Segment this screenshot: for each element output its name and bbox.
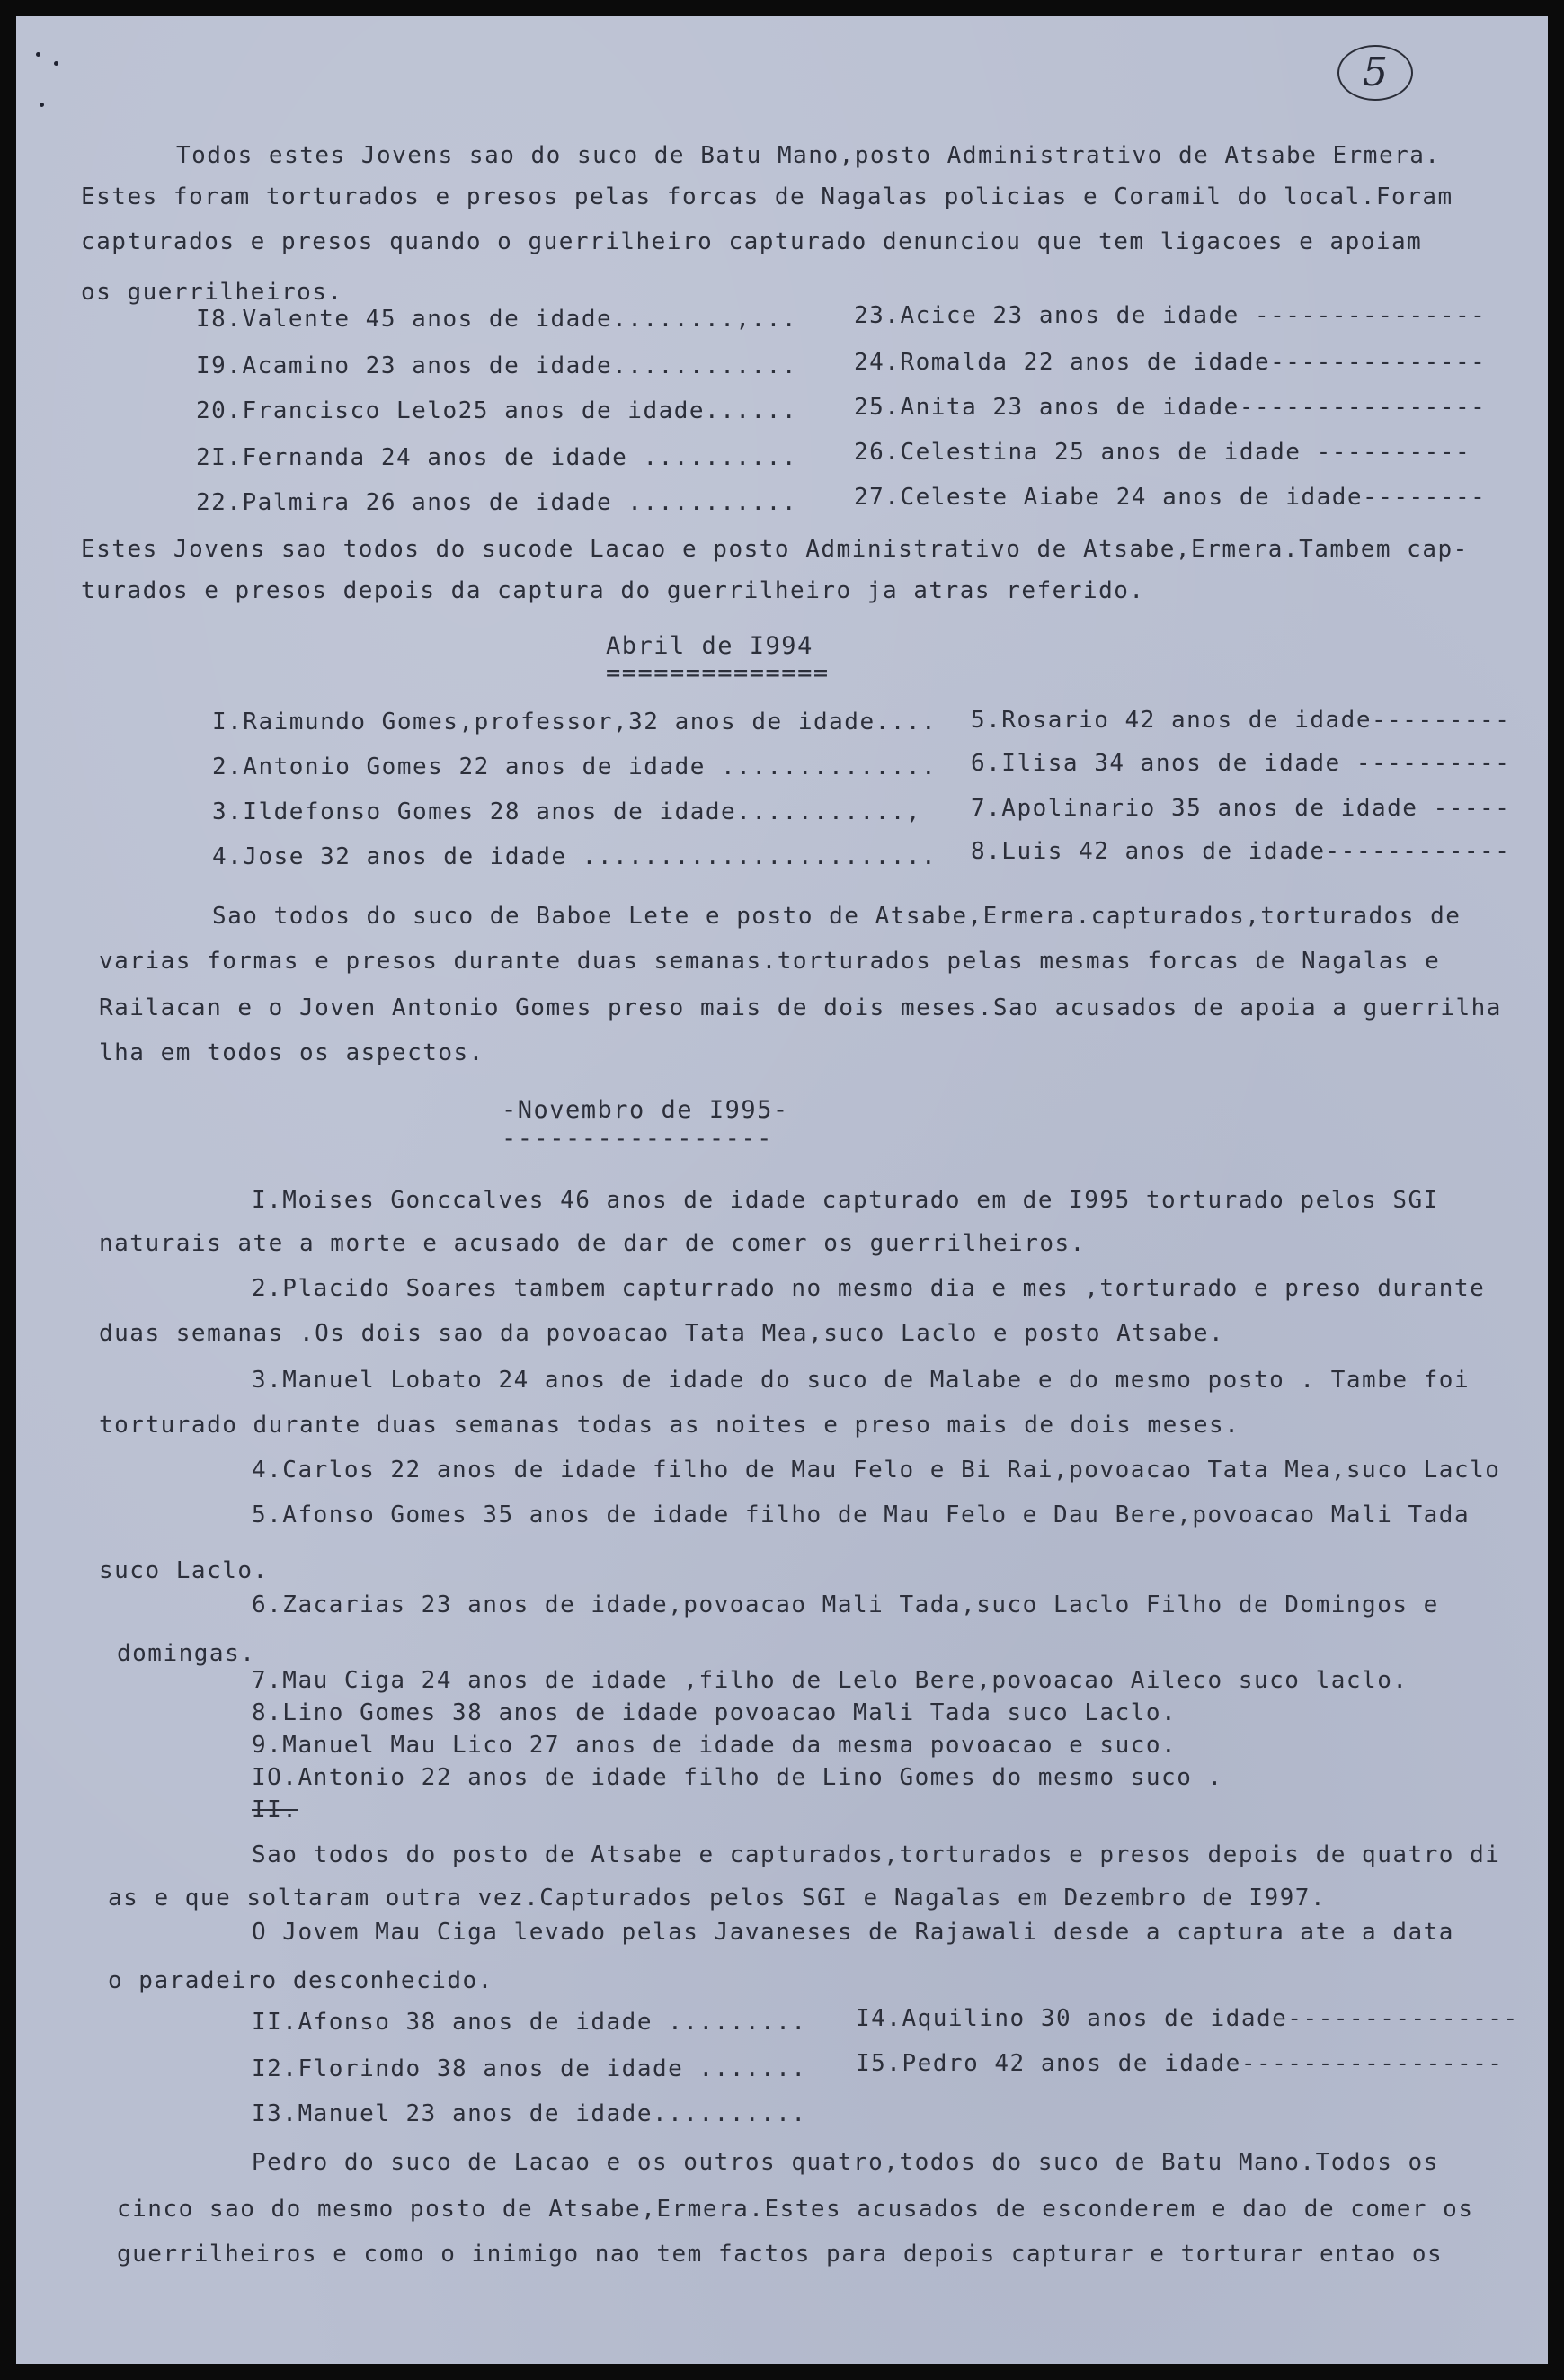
list-item-left: 3.Ildefonso Gomes 28 anos de idade..........., — [212, 798, 922, 825]
list-item-left: I8.Valente 45 anos de idade........,... — [196, 306, 797, 333]
intro-line: capturados e presos quando o guerrilheiro capturado denunciou que tem ligacoes e apoiam — [81, 228, 1423, 255]
list-item-left: I3.Manuel 23 anos de idade.......... — [252, 2100, 807, 2127]
paragraph-line: naturais ate a morte e acusado de dar de comer os guerrilheiros. — [99, 1230, 1086, 1257]
paragraph-line: I.Moises Gonccalves 46 anos de idade capturado em de I995 torturado pelos SGI — [252, 1187, 1439, 1214]
list-item-right: 8.Luis 42 anos de idade------------ — [971, 838, 1511, 865]
section-heading: Abril de I994 — [606, 632, 813, 660]
paragraph-line: 6.Zacarias 23 anos de idade,povoacao Mali Tada,suco Laclo Filho de Domingos e — [252, 1591, 1439, 1618]
page-number: 5 — [1337, 45, 1413, 101]
paragraph-line: Railacan e o Joven Antonio Gomes preso mais de dois meses.Sao acusados de apoia a guerrilha — [99, 994, 1502, 1021]
list-item-left: I9.Acamino 23 anos de idade............ — [196, 352, 797, 379]
list-item-right: 25.Anita 23 anos de idade---------------- — [854, 394, 1487, 421]
list-item-right: 23.Acice 23 anos de idade --------------- — [854, 302, 1487, 329]
paragraph-line: turados e presos depois da captura do guerrilheiro ja atras referido. — [81, 577, 1145, 604]
paragraph-line: torturado durante duas semanas todas as noites e preso mais de dois meses. — [99, 1412, 1240, 1439]
typewritten-page — [16, 16, 1548, 2364]
list-item-right: 5.Rosario 42 anos de idade--------- — [971, 707, 1511, 734]
paragraph-line: 3.Manuel Lobato 24 anos de idade do suco de Malabe e do mesmo posto . Tambe foi — [252, 1367, 1471, 1394]
paragraph-line: 2.Placido Soares tambem capturrado no mesmo dia e mes ,torturado e preso durante — [252, 1275, 1486, 1302]
intro-line: Estes foram torturados e presos pelas forcas de Nagalas policias e Coramil do local.Foram — [81, 183, 1453, 210]
paragraph-line: Sao todos do posto de Atsabe e capturados,torturados e presos depois de quatro di — [252, 1841, 1501, 1868]
paragraph-line: Estes Jovens sao todos do sucode Lacao e posto Administrativo de Atsabe,Ermera.Tambem cap- — [81, 536, 1469, 563]
list-item-right: 6.Ilisa 34 anos de idade ---------- — [971, 750, 1511, 777]
paragraph-line: IO.Antonio 22 anos de idade filho de Lino Gomes do mesmo suco . — [252, 1764, 1223, 1791]
list-item-right: 7.Apolinario 35 anos de idade ----- — [971, 795, 1511, 822]
list-item-right: I4.Aquilino 30 anos de idade--------------- — [856, 2005, 1519, 2032]
list-item-right: 24.Romalda 22 anos de idade-------------- — [854, 349, 1487, 376]
hole-mark — [36, 52, 40, 57]
list-item-left: 22.Palmira 26 anos de idade ........... — [196, 489, 797, 516]
hole-mark — [54, 61, 58, 66]
list-item-left: 20.Francisco Lelo25 anos de idade...... — [196, 397, 797, 424]
paragraph-line: 8.Lino Gomes 38 anos de idade povoacao Mali Tada suco Laclo. — [252, 1699, 1177, 1726]
paragraph-line: 4.Carlos 22 anos de idade filho de Mau Felo e Bi Rai,povoacao Tata Mea,suco Laclo — [252, 1457, 1501, 1484]
paragraph-line: varias formas e presos durante duas semanas.torturados pelas mesmas forcas de Nagalas e — [99, 948, 1441, 975]
paragraph-line: lha em todos os aspectos. — [99, 1039, 484, 1066]
heading-underline: ----------------- — [502, 1125, 773, 1153]
list-item-left: 2.Antonio Gomes 22 anos de idade .............. — [212, 753, 938, 780]
paragraph-line: O Jovem Mau Ciga levado pelas Javaneses de Rajawali desde a captura ate a data — [252, 1919, 1454, 1946]
list-item-left: 4.Jose 32 anos de idade ....................... — [212, 843, 938, 870]
struck-out-item: II. — [252, 1796, 298, 1823]
paragraph-line: guerrilheiros e como o inimigo nao tem factos para depois capturar e torturar entao os — [117, 2241, 1444, 2268]
paragraph-line: o paradeiro desconhecido. — [108, 1967, 493, 1994]
hole-mark — [40, 103, 44, 107]
paragraph-line: duas semanas .Os dois sao da povoacao Tata Mea,suco Laclo e posto Atsabe. — [99, 1320, 1225, 1347]
paragraph-line: Pedro do suco de Lacao e os outros quatro,todos do suco de Batu Mano.Todos os — [252, 2149, 1439, 2176]
paragraph-line: Sao todos do suco de Baboe Lete e posto de Atsabe,Ermera.capturados,torturados de — [212, 903, 1462, 930]
list-item-left: I.Raimundo Gomes,professor,32 anos de idade.... — [212, 709, 938, 735]
paragraph-line: 5.Afonso Gomes 35 anos de idade filho de Mau Felo e Dau Bere,povoacao Mali Tada — [252, 1502, 1471, 1529]
list-item-right: 27.Celeste Aiabe 24 anos de idade-------- — [854, 484, 1487, 511]
paragraph-line: 9.Manuel Mau Lico 27 anos de idade da mesma povoacao e suco. — [252, 1732, 1177, 1759]
paragraph-line: suco Laclo. — [99, 1557, 269, 1584]
list-item-left: 2I.Fernanda 24 anos de idade .......... — [196, 444, 797, 471]
list-item-right: 26.Celestina 25 anos de idade ---------- — [854, 439, 1471, 466]
list-item-left: I2.Florindo 38 anos de idade ....... — [252, 2055, 807, 2082]
intro-line: Todos estes Jovens sao do suco de Batu Mano,posto Administrativo de Atsabe Ermera. — [176, 142, 1441, 169]
list-item-left: II.Afonso 38 anos de idade ......... — [252, 2009, 807, 2036]
section-heading: -Novembro de I995- — [502, 1096, 789, 1124]
heading-underline: ============== — [606, 659, 830, 687]
intro-line: os guerrilheiros. — [81, 279, 343, 306]
paragraph-line: domingas. — [117, 1640, 256, 1667]
paragraph-line: 7.Mau Ciga 24 anos de idade ,filho de Lelo Bere,povoacao Aileco suco laclo. — [252, 1667, 1408, 1694]
paragraph-line: as e que soltaram outra vez.Capturados pelos SGI e Nagalas em Dezembro de I997. — [108, 1885, 1327, 1912]
list-item-right: I5.Pedro 42 anos de idade----------------- — [856, 2050, 1504, 2077]
paragraph-line: cinco sao do mesmo posto de Atsabe,Ermera.Estes acusados de esconderem e dao de comer os — [117, 2196, 1474, 2223]
